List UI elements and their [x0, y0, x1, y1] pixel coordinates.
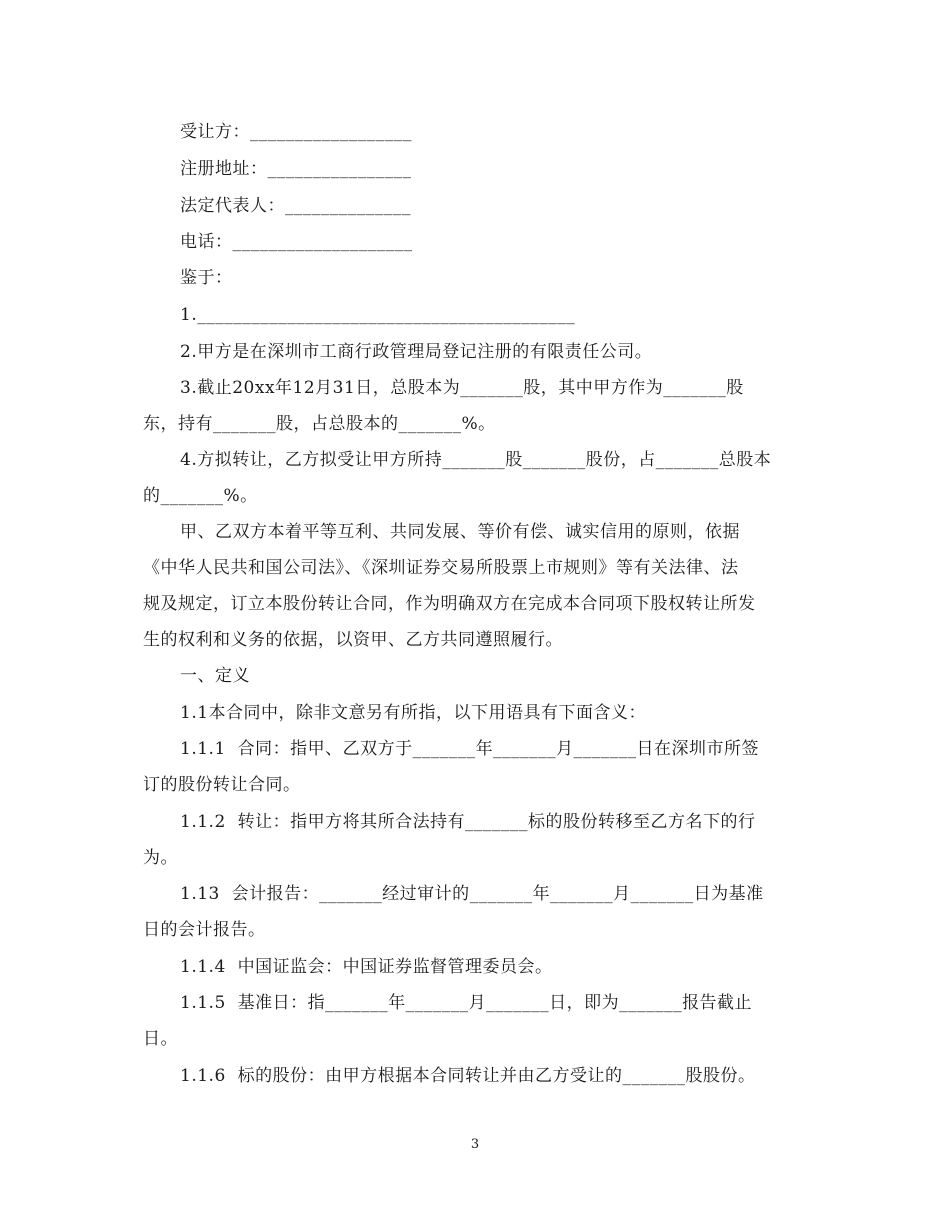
clause-1-1-2-cont: 为。 — [143, 848, 178, 868]
preamble-paragraph-line-3: 规及规定，订立本股份转让合同，作为明确双方在完成本合同项下股权转让所发 — [143, 594, 756, 614]
preamble-paragraph-line-2: 《中华人民共和国公司法》、《深圳证券交易所股票上市规则》等有关法律、法 — [143, 558, 739, 578]
section-heading-definitions: 一、定义 — [180, 666, 250, 686]
page-number: 3 — [470, 1137, 480, 1152]
clause-1-1-4: 1.1.4 中国证监会：中国证券监督管理委员会。 — [180, 957, 553, 977]
clause-1-1-3: 1.13 会计报告：_______经过审计的_______年_______月_______日为基准 — [180, 884, 764, 904]
whereas-item-1: 1.__________________________________________ — [180, 305, 576, 325]
whereas-item-4-cont: 的_______%。 — [143, 486, 258, 506]
clause-1-1-2: 1.1.2 转让：指甲方将其所合法持有_______标的股份转移至乙方名下的行 — [180, 812, 756, 832]
preamble-paragraph: 甲、乙双方本着平等互利、共同发展、等价有偿、诚实信用的原则，依据 — [180, 522, 740, 542]
clause-1-1-3-cont: 日的会计报告。 — [143, 920, 266, 940]
whereas-item-3: 3.截止20xx年12月31日，总股本为_______股，其中甲方作为_______股 — [180, 378, 744, 398]
clause-1-1-1-cont: 订的股份转让合同。 — [143, 775, 301, 795]
whereas-heading: 鉴于： — [180, 268, 233, 288]
transferee-line: 受让方：__________________ — [180, 122, 412, 142]
clause-1-1-5-cont: 日。 — [143, 1029, 178, 1049]
whereas-item-4: 4.方拟转让，乙方拟受让甲方所持_______股_______股份，占_______总股本 — [180, 450, 772, 470]
legal-representative-line: 法定代表人：______________ — [180, 196, 411, 216]
clause-1-1-5: 1.1.5 基准日：指_______年_______月_______日，即为_______报告截止 — [180, 993, 753, 1013]
whereas-item-3-cont: 东，持有_______股，占总股本的_______%。 — [143, 414, 496, 434]
preamble-paragraph-line-4: 生的权利和义务的依据，以资甲、乙方共同遵照履行。 — [143, 630, 563, 650]
clause-1-1: 1.1本合同中，除非文意另有所指，以下用语具有下面含义： — [180, 703, 647, 723]
phone-line: 电话：____________________ — [180, 232, 413, 252]
clause-1-1-1: 1.1.1 合同：指甲、乙双方于_______年_______月_______日在深圳市所签 — [180, 739, 760, 759]
clause-1-1-6: 1.1.6 标的股份：由甲方根据本合同转让并由乙方受让的_______股股份。 — [180, 1066, 756, 1086]
registered-address-line: 注册地址：________________ — [180, 159, 412, 179]
whereas-item-2: 2.甲方是在深圳市工商行政管理局登记注册的有限责任公司。 — [180, 342, 653, 362]
